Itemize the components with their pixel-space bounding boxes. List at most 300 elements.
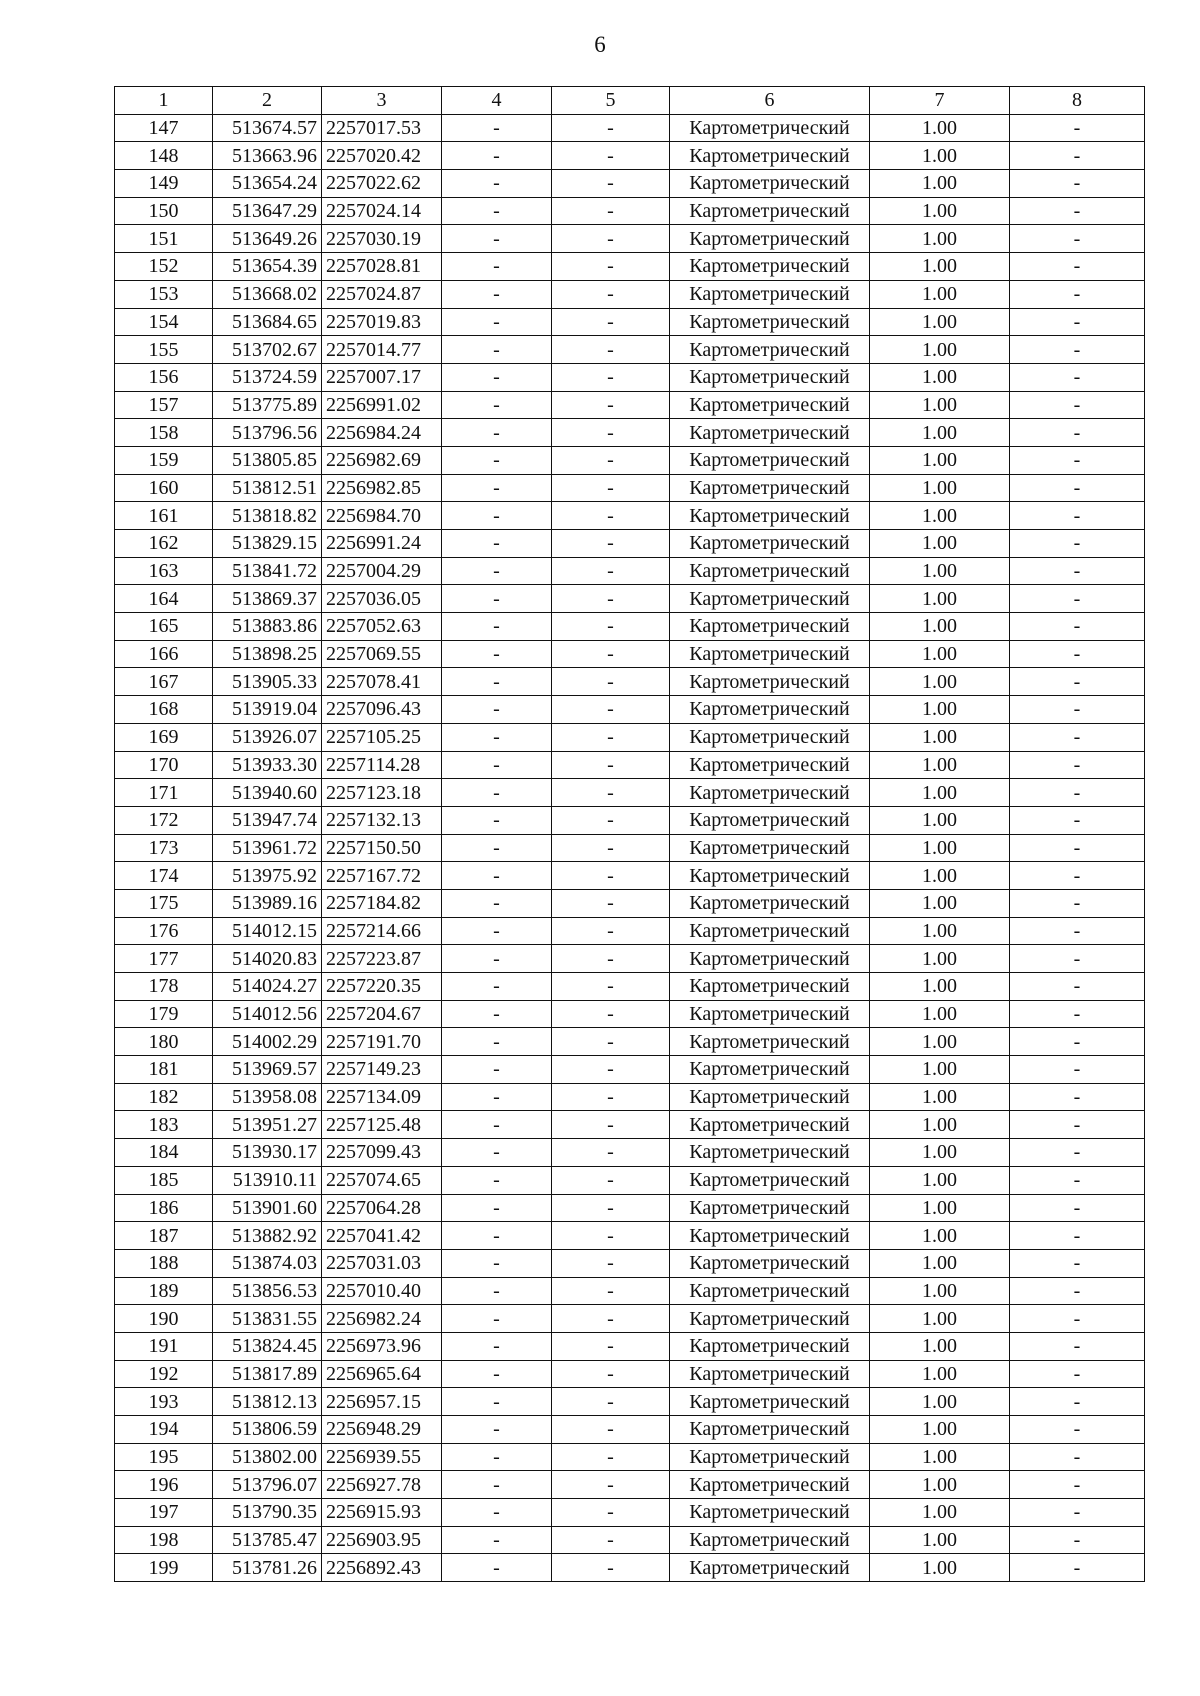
method-cell: Картометрический xyxy=(670,1443,870,1471)
col-4-cell: - xyxy=(442,1139,552,1167)
point-number-cell: 192 xyxy=(115,1360,213,1388)
x-coordinate-cell: 513969.57 xyxy=(213,1056,322,1084)
col-8-cell: - xyxy=(1010,917,1145,945)
col-8-cell: - xyxy=(1010,973,1145,1001)
coordinates-table xyxy=(114,86,1145,1582)
point-number-cell: 152 xyxy=(115,253,213,281)
accuracy-cell: 1.00 xyxy=(870,751,1010,779)
table-row xyxy=(115,474,1145,502)
col-5-cell: - xyxy=(552,280,670,308)
point-number-cell: 195 xyxy=(115,1443,213,1471)
y-coordinate-cell: 2257007.17 xyxy=(322,363,442,391)
table-row xyxy=(115,253,1145,281)
table-row xyxy=(115,280,1145,308)
col-5-cell: - xyxy=(552,834,670,862)
accuracy-cell: 1.00 xyxy=(870,170,1010,198)
y-coordinate-cell: 2256973.96 xyxy=(322,1332,442,1360)
table-row xyxy=(115,1083,1145,1111)
col-8-cell: - xyxy=(1010,862,1145,890)
col-8-cell: - xyxy=(1010,1554,1145,1582)
col-5-cell: - xyxy=(552,502,670,530)
table-body xyxy=(115,114,1145,1581)
column-header-8: 8 xyxy=(1010,87,1145,115)
point-number-cell: 149 xyxy=(115,170,213,198)
col-5-cell: - xyxy=(552,142,670,170)
col-5-cell: - xyxy=(552,253,670,281)
point-number-cell: 186 xyxy=(115,1194,213,1222)
table-row xyxy=(115,1471,1145,1499)
method-cell: Картометрический xyxy=(670,806,870,834)
method-cell: Картометрический xyxy=(670,502,870,530)
column-header-1: 1 xyxy=(115,87,213,115)
accuracy-cell: 1.00 xyxy=(870,474,1010,502)
y-coordinate-cell: 2256948.29 xyxy=(322,1416,442,1444)
accuracy-cell: 1.00 xyxy=(870,557,1010,585)
accuracy-cell: 1.00 xyxy=(870,1277,1010,1305)
accuracy-cell: 1.00 xyxy=(870,197,1010,225)
point-number-cell: 176 xyxy=(115,917,213,945)
col-4-cell: - xyxy=(442,834,552,862)
accuracy-cell: 1.00 xyxy=(870,668,1010,696)
col-8-cell: - xyxy=(1010,142,1145,170)
col-5-cell: - xyxy=(552,197,670,225)
point-number-cell: 197 xyxy=(115,1499,213,1527)
x-coordinate-cell: 514024.27 xyxy=(213,973,322,1001)
col-5-cell: - xyxy=(552,1499,670,1527)
method-cell: Картометрический xyxy=(670,613,870,641)
method-cell: Картометрический xyxy=(670,1166,870,1194)
x-coordinate-cell: 513684.65 xyxy=(213,308,322,336)
x-coordinate-cell: 514012.15 xyxy=(213,917,322,945)
col-4-cell: - xyxy=(442,474,552,502)
col-8-cell: - xyxy=(1010,1222,1145,1250)
y-coordinate-cell: 2257022.62 xyxy=(322,170,442,198)
accuracy-cell: 1.00 xyxy=(870,1166,1010,1194)
y-coordinate-cell: 2257078.41 xyxy=(322,668,442,696)
y-coordinate-cell: 2256892.43 xyxy=(322,1554,442,1582)
col-5-cell: - xyxy=(552,1416,670,1444)
accuracy-cell: 1.00 xyxy=(870,1416,1010,1444)
point-number-cell: 196 xyxy=(115,1471,213,1499)
col-8-cell: - xyxy=(1010,889,1145,917)
accuracy-cell: 1.00 xyxy=(870,336,1010,364)
x-coordinate-cell: 513806.59 xyxy=(213,1416,322,1444)
col-5-cell: - xyxy=(552,973,670,1001)
x-coordinate-cell: 513796.07 xyxy=(213,1471,322,1499)
table-row xyxy=(115,142,1145,170)
method-cell: Картометрический xyxy=(670,142,870,170)
point-number-cell: 167 xyxy=(115,668,213,696)
y-coordinate-cell: 2257125.48 xyxy=(322,1111,442,1139)
col-8-cell: - xyxy=(1010,779,1145,807)
col-5-cell: - xyxy=(552,1332,670,1360)
method-cell: Картометрический xyxy=(670,696,870,724)
col-4-cell: - xyxy=(442,308,552,336)
method-cell: Картометрический xyxy=(670,280,870,308)
method-cell: Картометрический xyxy=(670,889,870,917)
method-cell: Картометрический xyxy=(670,668,870,696)
y-coordinate-cell: 2256957.15 xyxy=(322,1388,442,1416)
col-5-cell: - xyxy=(552,585,670,613)
method-cell: Картометрический xyxy=(670,862,870,890)
col-4-cell: - xyxy=(442,917,552,945)
col-8-cell: - xyxy=(1010,1305,1145,1333)
point-number-cell: 178 xyxy=(115,973,213,1001)
col-4-cell: - xyxy=(442,862,552,890)
method-cell: Картометрический xyxy=(670,1360,870,1388)
table-row xyxy=(115,1360,1145,1388)
accuracy-cell: 1.00 xyxy=(870,1083,1010,1111)
col-4-cell: - xyxy=(442,1305,552,1333)
point-number-cell: 191 xyxy=(115,1332,213,1360)
col-8-cell: - xyxy=(1010,1526,1145,1554)
table-row xyxy=(115,1139,1145,1167)
col-4-cell: - xyxy=(442,142,552,170)
method-cell: Картометрический xyxy=(670,1056,870,1084)
col-4-cell: - xyxy=(442,419,552,447)
accuracy-cell: 1.00 xyxy=(870,1249,1010,1277)
point-number-cell: 188 xyxy=(115,1249,213,1277)
table-row xyxy=(115,1249,1145,1277)
method-cell: Картометрический xyxy=(670,1194,870,1222)
method-cell: Картометрический xyxy=(670,530,870,558)
y-coordinate-cell: 2257036.05 xyxy=(322,585,442,613)
table-row xyxy=(115,1499,1145,1527)
point-number-cell: 180 xyxy=(115,1028,213,1056)
col-4-cell: - xyxy=(442,945,552,973)
point-number-cell: 150 xyxy=(115,197,213,225)
col-5-cell: - xyxy=(552,917,670,945)
table-row xyxy=(115,557,1145,585)
col-8-cell: - xyxy=(1010,1249,1145,1277)
y-coordinate-cell: 2257132.13 xyxy=(322,806,442,834)
col-8-cell: - xyxy=(1010,1471,1145,1499)
y-coordinate-cell: 2257074.65 xyxy=(322,1166,442,1194)
x-coordinate-cell: 513856.53 xyxy=(213,1277,322,1305)
method-cell: Картометрический xyxy=(670,1249,870,1277)
col-4-cell: - xyxy=(442,613,552,641)
point-number-cell: 165 xyxy=(115,613,213,641)
col-8-cell: - xyxy=(1010,1388,1145,1416)
table-row xyxy=(115,613,1145,641)
col-8-cell: - xyxy=(1010,1332,1145,1360)
y-coordinate-cell: 2257017.53 xyxy=(322,114,442,142)
col-8-cell: - xyxy=(1010,280,1145,308)
x-coordinate-cell: 513796.56 xyxy=(213,419,322,447)
y-coordinate-cell: 2257024.87 xyxy=(322,280,442,308)
point-number-cell: 161 xyxy=(115,502,213,530)
point-number-cell: 174 xyxy=(115,862,213,890)
col-4-cell: - xyxy=(442,197,552,225)
table-row xyxy=(115,391,1145,419)
accuracy-cell: 1.00 xyxy=(870,114,1010,142)
point-number-cell: 153 xyxy=(115,280,213,308)
y-coordinate-cell: 2256991.02 xyxy=(322,391,442,419)
y-coordinate-cell: 2256965.64 xyxy=(322,1360,442,1388)
method-cell: Картометрический xyxy=(670,446,870,474)
table-row xyxy=(115,779,1145,807)
accuracy-cell: 1.00 xyxy=(870,1139,1010,1167)
col-4-cell: - xyxy=(442,391,552,419)
point-number-cell: 175 xyxy=(115,889,213,917)
x-coordinate-cell: 513817.89 xyxy=(213,1360,322,1388)
accuracy-cell: 1.00 xyxy=(870,696,1010,724)
table-row xyxy=(115,1526,1145,1554)
table-row xyxy=(115,806,1145,834)
method-cell: Картометрический xyxy=(670,197,870,225)
col-5-cell: - xyxy=(552,1139,670,1167)
table-row xyxy=(115,1111,1145,1139)
point-number-cell: 162 xyxy=(115,530,213,558)
method-cell: Картометрический xyxy=(670,253,870,281)
accuracy-cell: 1.00 xyxy=(870,806,1010,834)
point-number-cell: 184 xyxy=(115,1139,213,1167)
col-5-cell: - xyxy=(552,751,670,779)
y-coordinate-cell: 2257191.70 xyxy=(322,1028,442,1056)
col-8-cell: - xyxy=(1010,585,1145,613)
x-coordinate-cell: 513802.00 xyxy=(213,1443,322,1471)
point-number-cell: 182 xyxy=(115,1083,213,1111)
col-4-cell: - xyxy=(442,779,552,807)
table-row xyxy=(115,1277,1145,1305)
method-cell: Картометрический xyxy=(670,419,870,447)
method-cell: Картометрический xyxy=(670,474,870,502)
x-coordinate-cell: 513841.72 xyxy=(213,557,322,585)
col-4-cell: - xyxy=(442,973,552,1001)
col-4-cell: - xyxy=(442,1028,552,1056)
col-5-cell: - xyxy=(552,308,670,336)
table-row xyxy=(115,336,1145,364)
col-5-cell: - xyxy=(552,668,670,696)
accuracy-cell: 1.00 xyxy=(870,917,1010,945)
method-cell: Картометрический xyxy=(670,1471,870,1499)
col-8-cell: - xyxy=(1010,834,1145,862)
y-coordinate-cell: 2257024.14 xyxy=(322,197,442,225)
accuracy-cell: 1.00 xyxy=(870,1222,1010,1250)
col-8-cell: - xyxy=(1010,114,1145,142)
col-4-cell: - xyxy=(442,1526,552,1554)
accuracy-cell: 1.00 xyxy=(870,1471,1010,1499)
y-coordinate-cell: 2257223.87 xyxy=(322,945,442,973)
y-coordinate-cell: 2257123.18 xyxy=(322,779,442,807)
table-row xyxy=(115,225,1145,253)
col-5-cell: - xyxy=(552,170,670,198)
col-4-cell: - xyxy=(442,1360,552,1388)
accuracy-cell: 1.00 xyxy=(870,889,1010,917)
col-5-cell: - xyxy=(552,1443,670,1471)
x-coordinate-cell: 513702.67 xyxy=(213,336,322,364)
col-5-cell: - xyxy=(552,640,670,668)
col-8-cell: - xyxy=(1010,1139,1145,1167)
col-8-cell: - xyxy=(1010,696,1145,724)
x-coordinate-cell: 513933.30 xyxy=(213,751,322,779)
y-coordinate-cell: 2257019.83 xyxy=(322,308,442,336)
col-4-cell: - xyxy=(442,1083,552,1111)
col-8-cell: - xyxy=(1010,1000,1145,1028)
accuracy-cell: 1.00 xyxy=(870,973,1010,1001)
col-5-cell: - xyxy=(552,446,670,474)
accuracy-cell: 1.00 xyxy=(870,1554,1010,1582)
table-row xyxy=(115,889,1145,917)
method-cell: Картометрический xyxy=(670,336,870,364)
method-cell: Картометрический xyxy=(670,1111,870,1139)
point-number-cell: 157 xyxy=(115,391,213,419)
x-coordinate-cell: 513975.92 xyxy=(213,862,322,890)
col-8-cell: - xyxy=(1010,1083,1145,1111)
col-8-cell: - xyxy=(1010,474,1145,502)
point-number-cell: 164 xyxy=(115,585,213,613)
x-coordinate-cell: 514002.29 xyxy=(213,1028,322,1056)
table-row xyxy=(115,640,1145,668)
x-coordinate-cell: 513874.03 xyxy=(213,1249,322,1277)
col-8-cell: - xyxy=(1010,557,1145,585)
point-number-cell: 173 xyxy=(115,834,213,862)
col-5-cell: - xyxy=(552,613,670,641)
method-cell: Картометрический xyxy=(670,585,870,613)
col-4-cell: - xyxy=(442,557,552,585)
col-5-cell: - xyxy=(552,114,670,142)
y-coordinate-cell: 2256903.95 xyxy=(322,1526,442,1554)
y-coordinate-cell: 2257149.23 xyxy=(322,1056,442,1084)
y-coordinate-cell: 2257114.28 xyxy=(322,751,442,779)
col-4-cell: - xyxy=(442,1388,552,1416)
col-4-cell: - xyxy=(442,336,552,364)
y-coordinate-cell: 2257069.55 xyxy=(322,640,442,668)
col-4-cell: - xyxy=(442,253,552,281)
y-coordinate-cell: 2257010.40 xyxy=(322,1277,442,1305)
table-row xyxy=(115,668,1145,696)
col-4-cell: - xyxy=(442,1332,552,1360)
accuracy-cell: 1.00 xyxy=(870,530,1010,558)
col-8-cell: - xyxy=(1010,640,1145,668)
x-coordinate-cell: 513812.51 xyxy=(213,474,322,502)
x-coordinate-cell: 513901.60 xyxy=(213,1194,322,1222)
accuracy-cell: 1.00 xyxy=(870,225,1010,253)
x-coordinate-cell: 513724.59 xyxy=(213,363,322,391)
accuracy-cell: 1.00 xyxy=(870,640,1010,668)
y-coordinate-cell: 2257220.35 xyxy=(322,973,442,1001)
method-cell: Картометрический xyxy=(670,1277,870,1305)
col-8-cell: - xyxy=(1010,1443,1145,1471)
y-coordinate-cell: 2256982.85 xyxy=(322,474,442,502)
y-coordinate-cell: 2257150.50 xyxy=(322,834,442,862)
y-coordinate-cell: 2257099.43 xyxy=(322,1139,442,1167)
col-8-cell: - xyxy=(1010,723,1145,751)
method-cell: Картометрический xyxy=(670,1416,870,1444)
point-number-cell: 163 xyxy=(115,557,213,585)
method-cell: Картометрический xyxy=(670,114,870,142)
col-4-cell: - xyxy=(442,585,552,613)
accuracy-cell: 1.00 xyxy=(870,308,1010,336)
col-5-cell: - xyxy=(552,474,670,502)
x-coordinate-cell: 513790.35 xyxy=(213,1499,322,1527)
col-4-cell: - xyxy=(442,806,552,834)
point-number-cell: 158 xyxy=(115,419,213,447)
point-number-cell: 199 xyxy=(115,1554,213,1582)
col-8-cell: - xyxy=(1010,363,1145,391)
method-cell: Картометрический xyxy=(670,363,870,391)
col-8-cell: - xyxy=(1010,1111,1145,1139)
col-4-cell: - xyxy=(442,1443,552,1471)
column-header-2: 2 xyxy=(213,87,322,115)
method-cell: Картометрический xyxy=(670,557,870,585)
col-4-cell: - xyxy=(442,1416,552,1444)
point-number-cell: 166 xyxy=(115,640,213,668)
y-coordinate-cell: 2256984.70 xyxy=(322,502,442,530)
point-number-cell: 148 xyxy=(115,142,213,170)
table-row xyxy=(115,1222,1145,1250)
accuracy-cell: 1.00 xyxy=(870,502,1010,530)
table-row xyxy=(115,1416,1145,1444)
col-8-cell: - xyxy=(1010,1277,1145,1305)
y-coordinate-cell: 2257014.77 xyxy=(322,336,442,364)
col-5-cell: - xyxy=(552,806,670,834)
accuracy-cell: 1.00 xyxy=(870,1388,1010,1416)
column-header-7: 7 xyxy=(870,87,1010,115)
method-cell: Картометрический xyxy=(670,1499,870,1527)
col-5-cell: - xyxy=(552,1277,670,1305)
accuracy-cell: 1.00 xyxy=(870,585,1010,613)
col-4-cell: - xyxy=(442,1194,552,1222)
col-5-cell: - xyxy=(552,1056,670,1084)
y-coordinate-cell: 2256982.24 xyxy=(322,1305,442,1333)
point-number-cell: 171 xyxy=(115,779,213,807)
point-number-cell: 151 xyxy=(115,225,213,253)
x-coordinate-cell: 513926.07 xyxy=(213,723,322,751)
col-4-cell: - xyxy=(442,280,552,308)
point-number-cell: 198 xyxy=(115,1526,213,1554)
x-coordinate-cell: 513781.26 xyxy=(213,1554,322,1582)
accuracy-cell: 1.00 xyxy=(870,446,1010,474)
y-coordinate-cell: 2257064.28 xyxy=(322,1194,442,1222)
col-8-cell: - xyxy=(1010,945,1145,973)
col-5-cell: - xyxy=(552,862,670,890)
x-coordinate-cell: 513775.89 xyxy=(213,391,322,419)
col-8-cell: - xyxy=(1010,1194,1145,1222)
accuracy-cell: 1.00 xyxy=(870,363,1010,391)
col-5-cell: - xyxy=(552,1028,670,1056)
col-8-cell: - xyxy=(1010,502,1145,530)
header-row xyxy=(115,87,1145,115)
table-row xyxy=(115,1443,1145,1471)
col-8-cell: - xyxy=(1010,751,1145,779)
table-row xyxy=(115,530,1145,558)
x-coordinate-cell: 513674.57 xyxy=(213,114,322,142)
y-coordinate-cell: 2257041.42 xyxy=(322,1222,442,1250)
x-coordinate-cell: 513824.45 xyxy=(213,1332,322,1360)
y-coordinate-cell: 2256915.93 xyxy=(322,1499,442,1527)
table-row xyxy=(115,696,1145,724)
x-coordinate-cell: 513654.39 xyxy=(213,253,322,281)
col-4-cell: - xyxy=(442,363,552,391)
point-number-cell: 189 xyxy=(115,1277,213,1305)
col-8-cell: - xyxy=(1010,419,1145,447)
method-cell: Картометрический xyxy=(670,1028,870,1056)
point-number-cell: 179 xyxy=(115,1000,213,1028)
point-number-cell: 185 xyxy=(115,1166,213,1194)
point-number-cell: 172 xyxy=(115,806,213,834)
col-8-cell: - xyxy=(1010,1416,1145,1444)
x-coordinate-cell: 514020.83 xyxy=(213,945,322,973)
accuracy-cell: 1.00 xyxy=(870,613,1010,641)
table-header xyxy=(115,87,1145,115)
accuracy-cell: 1.00 xyxy=(870,1056,1010,1084)
table-row xyxy=(115,585,1145,613)
accuracy-cell: 1.00 xyxy=(870,1111,1010,1139)
x-coordinate-cell: 513919.04 xyxy=(213,696,322,724)
column-header-4: 4 xyxy=(442,87,552,115)
accuracy-cell: 1.00 xyxy=(870,723,1010,751)
